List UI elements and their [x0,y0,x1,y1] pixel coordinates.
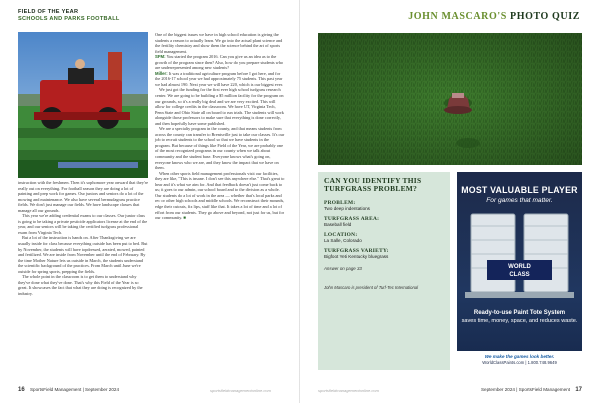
section-label: FIELD OF THE YEAR [18,9,79,15]
ad-headline: MOST VALUABLE PLAYER [461,185,578,195]
end-mark: ■ [183,215,186,221]
col1-paragraph-4: The whole point in the classroom is to get them to understand why they've done what they've done. That's why this Field of the Year is so great. It showcases the fact that what they are doing is recognized by the industry. [18,274,143,296]
right-footer [481,387,582,393]
col1-paragraph-2: This year we're adding credential exams to our classes. Our junior class is going to be taking a private pesticide applicators license at the end of the year, and our seniors will be taking the certified turfgrass professional exam from Virginia Tech. [18,213,148,235]
interview-answer [155,71,285,88]
ad-logo-line2: CLASS [509,272,530,278]
turf-photo [318,33,582,165]
ad-tagline: For games that matter. [486,197,553,204]
mower-photo [18,32,148,178]
interview-question [155,54,285,71]
ad-footer-bar [457,351,582,370]
left-footer-text: SportsField Management | September 2024 [29,387,120,392]
col1-paragraph-3: But a lot of the instruction is hands on. After Thanksgiving we are usually inside for class because everything outside has been put to bed. But by November, the students will have topdressed, aerated, mowed, painted and fertilized. We are inside from November until the end of February. By the time Mother Nature lets us outside in March, the students understand the scientific background of the practices. From March until June we're outside for spring sports, prepping the fields. [18,235,148,274]
answer-label: Miller: [155,70,168,76]
variety-value: Bigfoot Yeti Kentucky bluegrass [324,253,389,259]
quiz-heading: CAN YOU IDENTIFY THIS TURFGRASS PROBLEM? [324,176,422,194]
area-label: TURFGRASS AREA: [324,216,380,223]
col2-paragraph-2: We are a specialty program in the county, and that means students from across the county can transfer to Brentsville just to take our classes. It's our job to recruit students to the school so that we have students in the program. But because of things like Field of the Year, we are probably one of the most recognized programs in our county when we talk about community and the student base. Everyone knows what's going on, everyone knows who we are, and they know the impact that we have on them. [155,126,285,171]
col2-paragraph-3-text: When other sports field management professionals visit our facilities, they are like, "This is insane. I don't see this anywhere else." That's great to hear and it's what we aim for. And that feedback doesn't just come back to us; it goes to our admin, our school board and to the division as a whole. Our students do a lot of work in the area — whether that's local parks and rec or other high schools and middle schools. We reconstruct their mounds, edge their cutouts, fix lips, stuff like that. It takes a lot of time and a lot of effort from our students. They go above and beyond, not just for us, but for our community. [155,170,285,221]
variety-label: TURFGRASS VARIETY: [324,247,389,254]
submitter-note: John Mascaro is president of Turf-Tec International [324,284,419,290]
right-page-number: 17 [575,387,582,393]
location-label: LOCATION: [324,232,358,238]
left-footer-url: sportsfieldmanagementonline.com [210,388,271,393]
column-1-text [18,180,148,296]
turf-photo-image [318,33,582,165]
ad-contact[interactable]: WorldClassPaints.com | 1.800.748.9649 [482,360,557,365]
right-footer-text: September 2024 | SportsField Management [480,387,571,392]
answer-text: It was a traditional agriculture program before I got here, and for the 2016-17 school year we had approximately 75 students. This past year we had almost 190. Next year we will have 220, which is our biggest ever. [155,70,284,87]
col2-paragraph-3 [155,171,285,221]
question-text: You started the program 2016. Can you give us an idea as to the growth of the program since then? Also, how do you prepare students who are underrepresented among new students? [155,54,284,71]
problem-value: Two deep indentations [324,206,370,212]
paint-advertisement[interactable] [457,172,582,370]
right-footer-url: sportsfieldmanagementonline.com [318,388,379,393]
quiz-title-prefix: JOHN MASCARO'S [408,11,507,22]
paint-tote-image [457,206,582,306]
section-header [18,9,120,23]
col1-paragraph-1: instruction with the freshmen. Then it's sophomore year onward that they're really out on everything. For football season they are doing a lot of painting and prep work for games. Our juniors and seniors do a lot of the mowing and maintenance. We also have several bermudagrass practice fields. We don't just manage our fields. We have landscape classes that manage all our grounds. [18,180,148,213]
quiz-box [318,172,450,370]
area-value: Baseball field [324,222,352,228]
left-footer [18,387,119,393]
left-page-number: 16 [18,387,25,393]
quiz-title-main: PHOTO QUIZ [510,11,580,22]
ad-logo-line1: WORLD [508,264,531,270]
question-label: SFM: [155,54,166,60]
section-sublabel: SCHOOLS AND PARKS FOOTBALL [18,16,120,22]
ad-slogan: We make the games look better. [484,354,555,359]
answer-note: Answer on page 33 [324,265,362,271]
column-2-text [155,32,285,221]
problem-label: PROBLEM: [324,200,356,207]
ad-benefits: saves time, money, space, and reduces waste. [461,318,578,324]
quiz-title [408,11,580,22]
ad-product-line: Ready-to-use Paint Tote System [473,310,566,316]
col2-intro: One of the biggest issues we have in high school education is giving the students a reason to actually learn. We go into the actual plant science and the fertility chemistry and show them the science behind the art of sports field management. [155,32,283,54]
location-value: La Salle, Colorado [324,238,362,243]
col2-paragraph-1: We just got the funding for the first ever high school turfgrass research center. We are going to be building a $5 million facility for the program on our grounds, so it's a really big deal and we are very excited. This will allow for college credits in the classroom. We have UT, Virginia Tech, Penn State and Ohio State all on board to run trials. The students will work alongside those professors to make sure that everything is done correctly, and then hopefully have some published. [155,87,284,126]
mower-photo-image [18,32,148,178]
